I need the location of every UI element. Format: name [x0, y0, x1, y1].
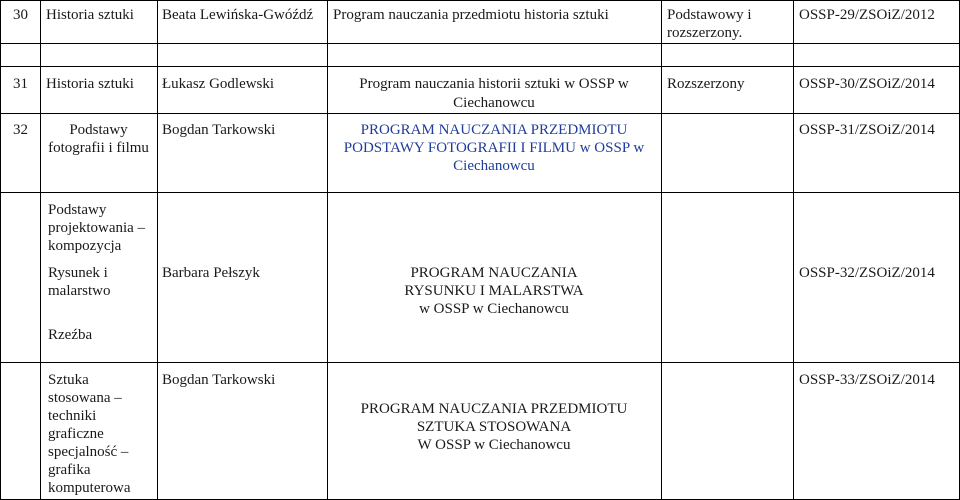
row-divider	[0, 192, 960, 193]
code-cell: OSSP-33/ZSOiZ/2014	[799, 372, 935, 388]
row-divider	[0, 43, 960, 44]
program-cell: w OSSP w Ciechanowcu	[419, 301, 569, 317]
subject-cell: Historia sztuki	[46, 76, 134, 92]
code-cell: OSSP-30/ZSOiZ/2014	[799, 76, 935, 92]
program-cell: Ciechanowcu	[453, 95, 535, 111]
column-divider	[40, 0, 41, 500]
program-cell: PODSTAWY FOTOGRAFII I FILMU w OSSP w	[343, 140, 645, 156]
program-cell: Program nauczania historii sztuki w OSSP w	[359, 76, 629, 92]
program-cell: SZTUKA STOSOWANA	[416, 419, 572, 435]
program-cell: Ciechanowcu	[453, 158, 535, 174]
subject-cell: Podstawy	[69, 122, 128, 138]
level-cell: Rozszerzony	[667, 76, 745, 92]
table-border-top	[0, 0, 960, 1]
row-divider	[0, 66, 960, 67]
column-divider	[793, 0, 794, 500]
code-cell: OSSP-31/ZSOiZ/2014	[799, 122, 935, 138]
subject-cell: Rzeźba	[48, 327, 93, 343]
column-divider	[157, 0, 158, 500]
row-number: 31	[13, 76, 28, 92]
subject-cell: Historia sztuki	[46, 7, 134, 23]
subject-cell: fotografii i filmu	[48, 140, 149, 156]
author-cell: Bogdan Tarkowski	[162, 372, 276, 388]
subject-cell: projektowania –	[48, 220, 146, 236]
program-cell: PROGRAM NAUCZANIA PRZEDMIOTU	[360, 122, 628, 138]
subject-cell: kompozycja	[48, 238, 122, 254]
code-cell: OSSP-29/ZSOiZ/2012	[799, 7, 935, 23]
subject-cell: Rysunek i	[48, 265, 108, 281]
program-cell: W OSSP w Ciechanowcu	[417, 437, 571, 453]
subject-cell: stosowana –	[48, 390, 122, 406]
row-divider	[0, 113, 960, 114]
subject-cell: graficzne	[48, 426, 104, 442]
author-cell: Beata Lewińska-Gwóźdź	[162, 7, 314, 23]
code-cell: OSSP-32/ZSOiZ/2014	[799, 265, 935, 281]
row-number: 32	[13, 122, 28, 138]
program-cell: PROGRAM NAUCZANIA	[410, 265, 578, 281]
column-divider	[0, 0, 1, 500]
subject-cell: komputerowa	[48, 480, 131, 496]
author-cell: Łukasz Godlewski	[162, 76, 275, 92]
subject-cell: techniki	[48, 408, 97, 424]
program-cell: PROGRAM NAUCZANIA PRZEDMIOTU	[360, 401, 628, 417]
subject-cell: Sztuka	[48, 372, 89, 388]
level-cell: Podstawowy i	[667, 7, 752, 23]
program-cell: RYSUNKU I MALARSTWA	[404, 283, 584, 299]
column-divider	[661, 0, 662, 500]
subject-cell: specjalność –	[48, 444, 129, 460]
row-number: 30	[13, 7, 28, 23]
author-cell: Bogdan Tarkowski	[162, 122, 276, 138]
row-divider	[0, 362, 960, 363]
subject-cell: Podstawy	[48, 202, 107, 218]
author-cell: Barbara Pełszyk	[162, 265, 260, 281]
subject-cell: malarstwo	[48, 283, 111, 299]
level-cell: rozszerzony.	[667, 25, 743, 41]
program-cell: Program nauczania przedmiotu historia sztuki	[333, 7, 609, 23]
subject-cell: grafika	[48, 462, 91, 478]
